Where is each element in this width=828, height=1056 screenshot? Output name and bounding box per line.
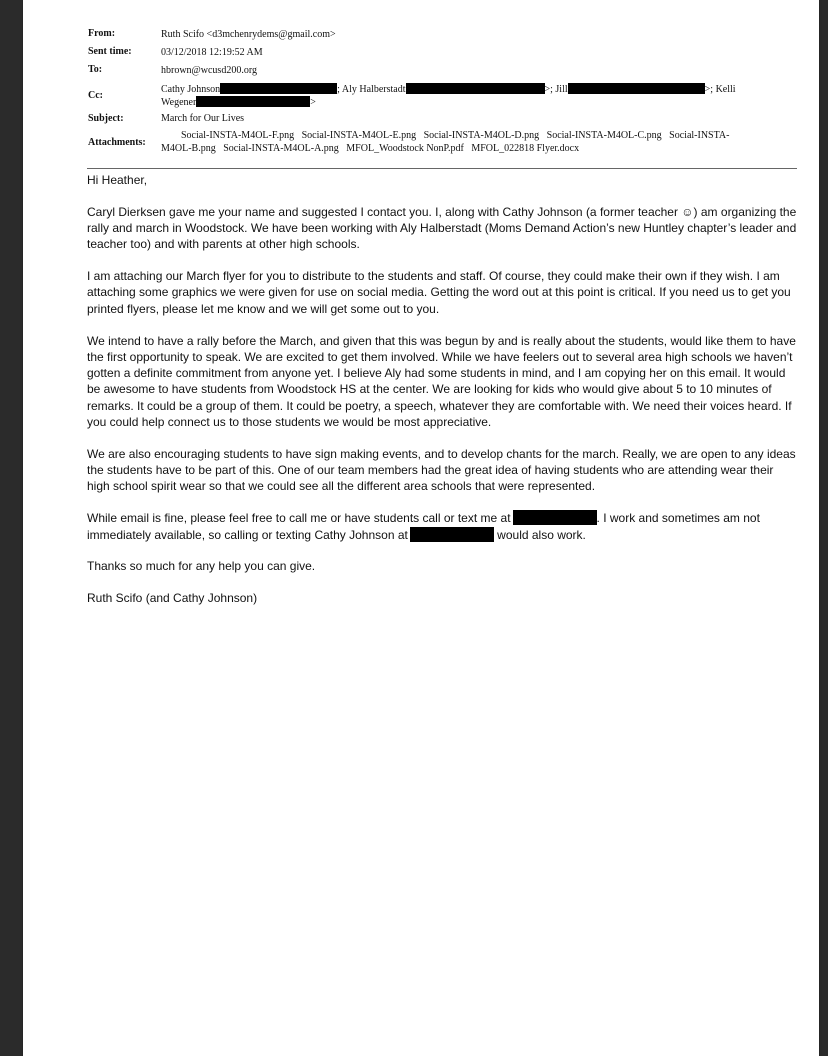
cc-name-1: Cathy Johnson [161,83,221,95]
to-label: To: [88,64,103,75]
attachments-row [88,127,800,157]
attachments-value [161,116,800,168]
paragraph-5-part-c: would also work. [493,527,586,542]
from-label: From: [88,28,116,39]
email-body [87,172,799,622]
sent-value: 03/12/2018 12:19:52 AM [161,47,263,58]
paragraph-6: Thanks so much for any help you can give. [87,559,316,574]
paragraph-3: We intend to have a rally before the March, and given that this was begun by and is really about the students, would like them to have the first opportunity to speak. We are excited to get them involved. While we have feelers out to several area high schools we haven’t gotten a definite commitment from anyone yet. I believe Aly had some students in mind, and I am copying her on this email. It would be awesome to have students from Woodstock HS at the center. We are looking for kids who would give about 5 to 10 minutes of remarks. It could be a group of them. It could be poetry, a speech, whatever they are comfortable with. We need their voices heard. If you could help connect us to those students we would be most appreciative. [87,333,796,430]
attachments-line-1: Social-INSTA-M4OL-F.png Social-INSTA-M4OL-E.png Social-INSTA-M4OL-D.png Social-INSTA-M4OL-C.png Social-INSTA- [181,130,730,141]
cc-end: > [310,96,316,108]
redaction-block [220,83,337,94]
redaction-block [406,83,545,94]
cc-sep-3: >; Kelli [704,83,736,95]
cc-sep-1: ; Aly Halberstadt [337,83,406,95]
attachments-line-2: M4OL-B.png Social-INSTA-M4OL-A.png MFOL_Woodstock NonP.pdf MFOL_022818 Flyer.docx [161,143,580,154]
sent-label: Sent time: [88,46,132,57]
from-row [88,28,800,46]
cc-label: Cc: [88,90,103,101]
subject-label: Subject: [88,112,124,124]
to-row [88,64,800,82]
cc-value [161,83,800,109]
paragraph-5-part-b: . I work and sometimes am not immediately available, so calling or texting Cathy Johnson at [87,511,760,542]
paragraph-2: I am attaching our March flyer for you to distribute to the students and staff. Of course, they could make their own if they wish. I am attaching some graphics we were given for use on social media. Getting the word out at this point is critical. If you need us to get you printed flyers, please let me know and we will get some out to you. [87,269,791,316]
attachments-label: Attachments: [88,136,146,148]
cc-row [88,82,800,109]
from-value: Ruth Scifo <d3mchenrydems@gmail.com> [161,29,336,40]
signature: Ruth Scifo (and Cathy Johnson) [87,591,258,606]
header-divider [87,168,797,169]
email-header [88,28,800,157]
redaction-block [513,510,597,525]
sent-row [88,46,800,64]
subject-value: March for Our Lives [161,112,245,124]
cc-name-4: Wegener [161,96,197,108]
to-value: hbrown@wcusd200.org [161,65,257,76]
paragraph-5 [87,510,799,543]
redaction-block [568,83,705,94]
redaction-block [196,96,310,107]
document-page [23,0,819,1056]
paragraph-1: Caryl Dierksen gave me your name and suggested I contact you. I, along with Cathy Johnson (a former teacher ☺) am organizing the rally and march in Woodstock. We have been working with Aly Halberstadt (Moms Demand Action’s new Huntley chapter’s leader and teacher too) and with parents at other high schools. [87,204,797,252]
paragraph-5-part-a: While email is fine, please feel free to call me or have students call or text me at [87,511,511,526]
greeting: Hi Heather, [87,173,148,187]
redaction-block [410,527,494,542]
cc-sep-2: >; Jill [544,83,568,95]
paragraph-4: We are also encouraging students to have sign making events, and to develop chants for the march. Really, we are open to any ideas the students have to be part of this. One of our team members had the great idea of having students who are attending wear their high school spirit wear so that we could see all the different area schools that were represented. [87,446,796,494]
